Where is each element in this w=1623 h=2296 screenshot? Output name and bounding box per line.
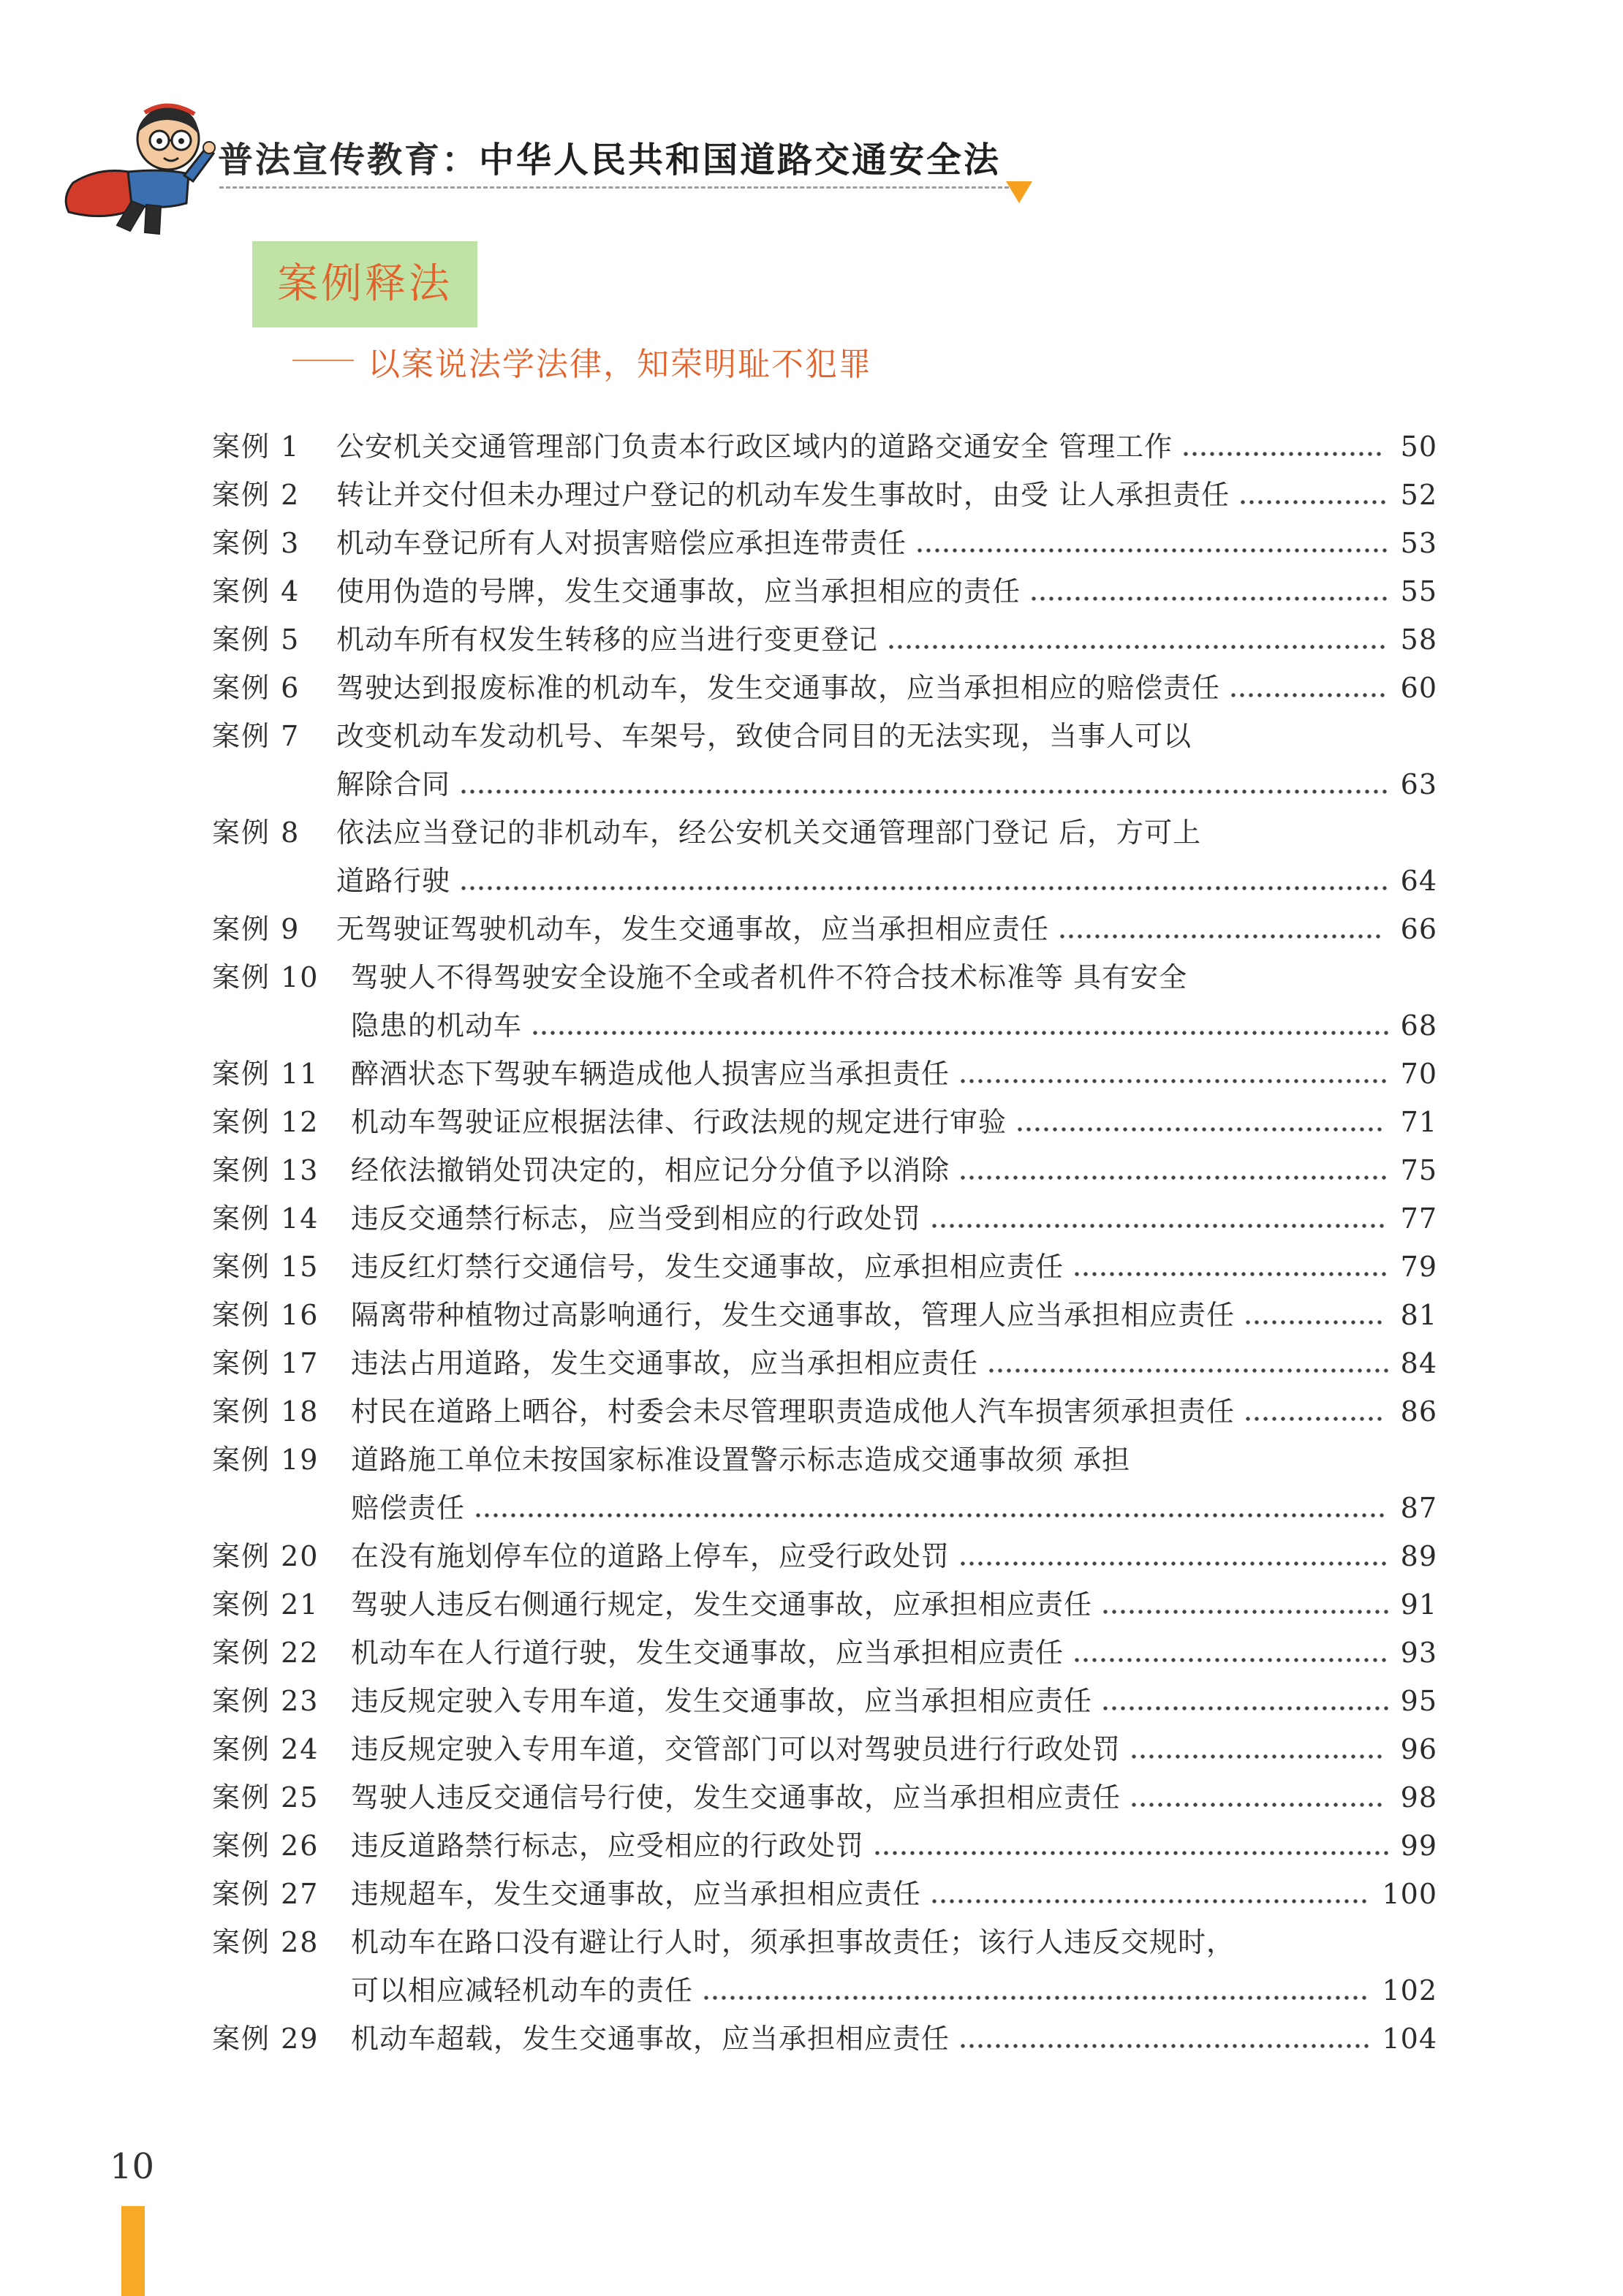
toc-entry — [212, 1773, 1437, 1822]
toc-leader-dots — [1181, 423, 1383, 471]
toc-entry-title: 道路行驶 — [336, 865, 451, 897]
toc-entry-title: 公安机关交通管理部门负责本行政区域内的道路交通安全 管理工作 — [336, 431, 1173, 463]
toc-entry-label: 案例 23 — [212, 1685, 319, 1717]
toc-entry-page: 68 — [1400, 1009, 1437, 1042]
toc-entry-page: 96 — [1400, 1733, 1437, 1765]
toc-entry-label: 案例 15 — [212, 1251, 319, 1283]
toc-entry-label: 案例 21 — [212, 1588, 319, 1621]
toc-entry — [212, 1870, 1437, 1918]
toc-entry-page: 100 — [1382, 1878, 1437, 1910]
toc-entry — [212, 1677, 1437, 1725]
toc-entry-title: 违反规定驶入专用车道，交管部门可以对驾驶员进行行政处罚 — [351, 1733, 1121, 1765]
toc-entry-label: 案例 24 — [212, 1733, 319, 1765]
toc-entry-title: 驾驶人不得驾驶安全设施不全或者机件不符合技术标准等 具有安全 — [351, 961, 1188, 993]
toc-entry-title: 机动车驾驶证应根据法律、行政法规的规定进行审验 — [351, 1106, 1007, 1138]
toc-entry — [212, 905, 1437, 953]
toc-entry — [212, 953, 1437, 1001]
toc-entry — [212, 1629, 1437, 1677]
toc-entry — [212, 664, 1437, 712]
toc-entry-page: 95 — [1400, 1685, 1437, 1717]
toc-entry-label: 案例 14 — [212, 1202, 319, 1235]
toc-leader-dots — [987, 1339, 1391, 1387]
toc-entry-page: 60 — [1400, 672, 1437, 704]
toc-entry-title: 经依法撤销处罚决定的，相应记分分值予以消除 — [351, 1154, 950, 1186]
toc-entry — [212, 1291, 1437, 1339]
toc-entry-title: 机动车在路口没有避让行人时，须承担事故责任；该行人违反交规时， — [351, 1926, 1236, 1958]
toc-entry-label: 案例 20 — [212, 1540, 319, 1572]
toc-entry-title: 机动车在人行道行驶，发生交通事故，应当承担相应责任 — [351, 1637, 1064, 1669]
toc-entry — [212, 712, 1437, 760]
toc-entry — [212, 1532, 1437, 1580]
toc-entry-label: 案例 12 — [212, 1106, 319, 1138]
toc-entry-title: 违反交通禁行标志，应当受到相应的行政处罚 — [351, 1202, 922, 1235]
toc-entry-page: 58 — [1400, 624, 1437, 656]
toc-leader-dots — [1101, 1677, 1391, 1725]
toc-entry — [212, 471, 1437, 519]
header-title — [218, 132, 1001, 182]
toc-leader-dots — [1244, 1387, 1384, 1436]
toc-entry — [212, 423, 1437, 471]
header-law-name: 中华人民共和国道路交通安全法 — [479, 140, 1002, 181]
toc-entry-title: 醉酒状态下驾驶车辆造成他人损害应当承担责任 — [351, 1058, 950, 1090]
toc-entry-continuation — [212, 760, 1437, 808]
toc-entry-title: 可以相应减轻机动车的责任 — [351, 1974, 694, 2007]
toc-leader-dots — [1072, 1629, 1388, 1677]
toc-leader-dots — [1244, 1291, 1384, 1339]
toc-entry-page: 52 — [1400, 479, 1437, 511]
toc-entry-title: 违反红灯禁行交通信号，发生交通事故，应承担相应责任 — [351, 1251, 1064, 1283]
toc-entry-title: 依法应当登记的非机动车，经公安机关交通管理部门登记 后，方可上 — [336, 817, 1202, 849]
toc-entry — [212, 615, 1437, 664]
toc-entry-label: 案例 13 — [212, 1154, 319, 1186]
toc-leader-dots — [1015, 1098, 1384, 1146]
toc-entry-label: 案例 27 — [212, 1878, 319, 1910]
toc-entry-page: 77 — [1400, 1202, 1437, 1235]
toc-entry-page: 93 — [1400, 1637, 1437, 1669]
toc-entry-page: 71 — [1400, 1106, 1437, 1138]
toc-entry — [212, 519, 1437, 567]
toc-entry-label: 案例 16 — [212, 1299, 319, 1331]
toc-entry-title: 违反道路禁行标志，应受相应的行政处罚 — [351, 1830, 865, 1862]
toc-entry-label: 案例 29 — [212, 2023, 319, 2055]
toc-leader-dots — [1029, 567, 1389, 615]
toc-entry — [212, 1050, 1437, 1098]
toc-entry-page: 99 — [1400, 1830, 1437, 1862]
toc-entry-page: 79 — [1400, 1251, 1437, 1283]
toc-entry — [212, 1387, 1437, 1436]
toc-entry-page: 55 — [1400, 575, 1437, 607]
toc-entry-title: 使用伪造的号牌，发生交通事故，应当承担相应的责任 — [336, 575, 1021, 607]
toc-entry-label: 案例 1 — [212, 431, 300, 463]
toc-entry-page: 91 — [1400, 1588, 1437, 1621]
toc-entry-title: 道路施工单位未按国家标准设置警示标志造成交通事故须 承担 — [351, 1444, 1131, 1476]
toc-entry-title: 驾驶达到报废标准的机动车，发生交通事故，应当承担相应的赔偿责任 — [336, 672, 1221, 704]
toc-entry-page: 75 — [1400, 1154, 1437, 1186]
toc-leader-dots — [958, 2015, 1371, 2063]
toc-entry-label: 案例 10 — [212, 961, 319, 993]
toc-leader-dots — [531, 1001, 1391, 1050]
toc-entry-title: 无驾驶证驾驶机动车，发生交通事故，应当承担相应责任 — [336, 913, 1050, 945]
toc-entry-label: 案例 8 — [212, 817, 300, 849]
toc-entry — [212, 1146, 1437, 1194]
toc-entry-page: 53 — [1400, 527, 1437, 559]
toc-entry-title: 违规超车，发生交通事故，应当承担相应责任 — [351, 1878, 922, 1910]
toc-leader-dots — [1101, 1580, 1391, 1629]
toc-entry-label: 案例 3 — [212, 527, 300, 559]
toc-entry — [212, 2015, 1437, 2063]
superhero-mascot-icon — [58, 95, 216, 241]
toc-leader-dots — [1229, 664, 1387, 712]
toc-entry-page: 89 — [1400, 1540, 1437, 1572]
section-subtitle: 以案说法学法律，知荣明耻不犯罪 — [368, 346, 872, 383]
toc-entry-title: 违法占用道路，发生交通事故，应当承担相应责任 — [351, 1347, 979, 1379]
toc-entry-title: 转让并交付但未办理过户登记的机动车发生事故时，由受 让人承担责任 — [336, 479, 1230, 511]
toc-entry-page: 98 — [1400, 1781, 1437, 1814]
toc-entry-title: 村民在道路上晒谷，村委会未尽管理职责造成他人汽车损害须承担责任 — [351, 1395, 1236, 1428]
toc-leader-dots — [873, 1822, 1391, 1870]
toc-entry — [212, 1822, 1437, 1870]
toc-entry-label: 案例 17 — [212, 1347, 319, 1379]
toc-entry-page: 64 — [1400, 865, 1437, 897]
page-header — [58, 95, 1009, 241]
toc-entry — [212, 1580, 1437, 1629]
toc-entry-label: 案例 19 — [212, 1444, 319, 1476]
toc-leader-dots — [930, 1870, 1369, 1918]
toc-entry-page: 104 — [1382, 2023, 1437, 2055]
toc-entry-label: 案例 2 — [212, 479, 300, 511]
header-arrow-icon — [1006, 181, 1032, 203]
toc-entry-page: 63 — [1400, 768, 1437, 800]
toc-leader-dots — [1130, 1725, 1384, 1773]
toc-entry-page: 50 — [1400, 431, 1437, 463]
toc-entry-title: 机动车超载，发生交通事故，应当承担相应责任 — [351, 2023, 950, 2055]
toc-leader-dots — [958, 1532, 1388, 1580]
toc-leader-dots — [930, 1194, 1386, 1243]
toc-entry — [212, 1918, 1437, 1966]
toc-entry-title: 隔离带种植物过高影响通行，发生交通事故，管理人应当承担相应责任 — [351, 1299, 1236, 1331]
toc-leader-dots — [958, 1146, 1388, 1194]
toc-entry-page: 81 — [1400, 1299, 1437, 1331]
toc-entry-label: 案例 9 — [212, 913, 300, 945]
toc-entry-page: 102 — [1382, 1974, 1437, 2007]
toc-entry — [212, 1436, 1437, 1484]
toc-entry-title: 在没有施划停车位的道路上停车，应受行政处罚 — [351, 1540, 950, 1572]
toc-entry-label: 案例 4 — [212, 575, 300, 607]
toc-entry-title: 改变机动车发动机号、车架号，致使合同目的无法实现，当事人可以 — [336, 720, 1192, 752]
toc-entry-title: 赔偿责任 — [351, 1492, 466, 1524]
toc-leader-dots — [915, 519, 1389, 567]
toc-leader-dots — [1072, 1243, 1388, 1291]
toc-entry — [212, 1243, 1437, 1291]
toc-leader-dots — [1238, 471, 1388, 519]
toc-entry-label: 案例 18 — [212, 1395, 319, 1428]
toc-entry-label: 案例 22 — [212, 1637, 319, 1669]
toc-entry-page: 84 — [1400, 1347, 1437, 1379]
toc-entry-label: 案例 28 — [212, 1926, 319, 1958]
toc-entry-page: 86 — [1400, 1395, 1437, 1428]
toc-entry-title: 驾驶人违反交通信号行使，发生交通事故，应当承担相应责任 — [351, 1781, 1121, 1814]
toc-entry-continuation — [212, 1966, 1437, 2015]
header-prefix: 普法宣传教育 — [218, 140, 442, 181]
toc-leader-dots — [958, 1050, 1388, 1098]
page-number: 10 — [110, 2146, 155, 2187]
toc-entry-label: 案例 26 — [212, 1830, 319, 1862]
toc-leader-dots — [459, 857, 1389, 905]
toc-entry — [212, 1725, 1437, 1773]
toc-entry-label: 案例 7 — [212, 720, 300, 752]
toc-entry-title: 解除合同 — [336, 768, 451, 800]
toc-entry-title: 机动车所有权发生转移的应当进行变更登记 — [336, 624, 879, 656]
page-edge-tab — [121, 2206, 145, 2296]
toc-entry-title: 隐患的机动车 — [351, 1009, 523, 1042]
toc-entry-continuation — [212, 1001, 1437, 1050]
toc-leader-dots — [459, 760, 1389, 808]
section-title: 案例释法 — [277, 260, 453, 308]
toc-entry-page: 87 — [1400, 1492, 1437, 1524]
header-separator: ： — [442, 140, 480, 181]
toc-leader-dots — [887, 615, 1387, 664]
toc-entry-title: 机动车登记所有人对损害赔偿应承担连带责任 — [336, 527, 907, 559]
toc-entry — [212, 1194, 1437, 1243]
toc-leader-dots — [1130, 1773, 1384, 1822]
toc-entry-page: 70 — [1400, 1058, 1437, 1090]
header-divider — [219, 186, 1009, 189]
toc-entry-label: 案例 25 — [212, 1781, 319, 1814]
toc-entry-title: 驾驶人违反右侧通行规定，发生交通事故，应承担相应责任 — [351, 1588, 1093, 1621]
toc-entry-label: 案例 5 — [212, 624, 300, 656]
toc-entry-label: 案例 11 — [212, 1058, 319, 1090]
toc-entry-page: 66 — [1400, 913, 1437, 945]
toc-entry-continuation — [212, 857, 1437, 905]
section-title-box — [252, 241, 477, 327]
subtitle-dash — [292, 360, 354, 361]
toc-leader-dots — [702, 1966, 1369, 2015]
toc-leader-dots — [474, 1484, 1386, 1532]
toc-entry-continuation — [212, 1484, 1437, 1532]
toc-entry — [212, 1098, 1437, 1146]
toc-leader-dots — [1058, 905, 1382, 953]
toc-entry — [212, 567, 1437, 615]
toc-entry — [212, 808, 1437, 857]
toc-entry — [212, 1339, 1437, 1387]
table-of-contents — [212, 423, 1437, 2063]
toc-entry-label: 案例 6 — [212, 672, 300, 704]
toc-entry-title: 违反规定驶入专用车道，发生交通事故，应当承担相应责任 — [351, 1685, 1093, 1717]
